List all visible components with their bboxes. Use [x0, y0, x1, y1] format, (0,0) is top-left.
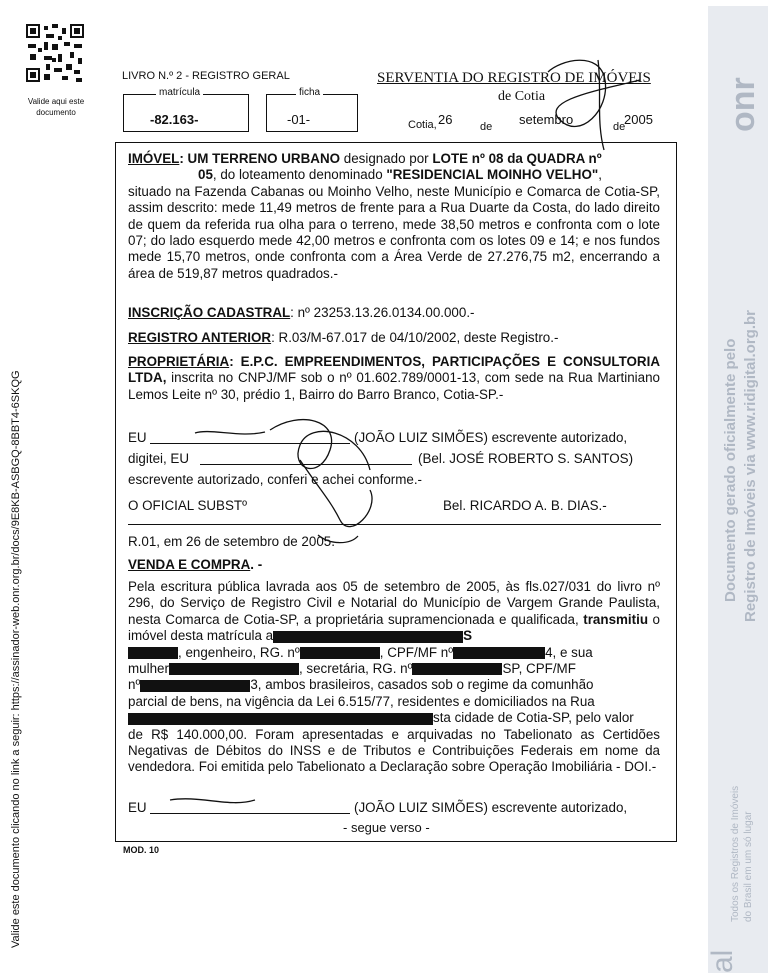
- onr-logo: onr: [724, 77, 762, 132]
- sign2-escrevente: (JOÃO LUIZ SIMÕES) escrevente autorizado,: [354, 800, 628, 815]
- serventia-title: SERVENTIA DO REGISTRO DE IMÓVEIS: [377, 70, 651, 86]
- sign1-conferi: escrevente autorizado, conferi e achei conforme.-: [128, 472, 423, 487]
- verification-link[interactable]: Valide este documento clicando no link a seguir: https://assinador-web.onr.org.br/docs/9E8KB-ASBGQ-8BBT4-6SKQG: [10, 370, 22, 948]
- r01-header: R.01, em 26 de setembro de 2005.-: [128, 534, 340, 549]
- date-month: setembro: [519, 112, 574, 127]
- imovel-label: IMÓVEL: [128, 151, 180, 166]
- livro-label: LIVRO N.º 2 - REGISTRO GERAL: [122, 70, 290, 82]
- sign1-digitei: digitei, EU: [128, 451, 190, 466]
- matricula-value: -82.163-: [150, 112, 199, 127]
- strip-footer-logo: al: [706, 949, 739, 973]
- date-year: 2005: [624, 112, 653, 127]
- inscricao-section: INSCRIÇÃO CADASTRAL: nº 23253.13.26.0134.00.000.-: [128, 305, 475, 320]
- sign1-bel: (Bel. JOSÉ ROBERTO S. SANTOS): [418, 451, 634, 466]
- strip-text-1: Documento gerado oficialmente pelo: [722, 338, 739, 602]
- sign1-eu: EU: [128, 430, 147, 445]
- strip-footer-1: Todos os Registros de Imóveis: [730, 785, 741, 922]
- proprietaria-section: PROPRIETÁRIA: E.P.C. EMPREENDIMENTOS, PARTICIPAÇÕES E CONSULTORIA LTDA, inscrita no CNPJ/MF sob o nº 01.602.789/0001-13, com sede na Rua Martiniano Lemos Leite nº 30, prédio 1, Bairro do Barro Branco, Cotia-SP.-: [128, 354, 660, 402]
- imovel-section: IMÓVEL: UM TERRENO URBANO designado por LOTE nº 08 da QUADRA nº 05, do loteamento denominado "RESIDENCIAL MOINHO VELHO", situado na Fazenda Cabanas ou Moinho Velho, neste Município e Comarca de Cotia-SP, assim descrito: mede 11,49 metros de frente para a Rua Duarte da Costa, do lado direito de quem da referida rua olha para o terreno, mede 38,50 metros e confronta com o lote 07; do lado esquerdo mede 42,00 metros e confronta com os lotes 09 e 14; e nos fundos mede 15,70 metros, onde confronta com a Área Verde de 27.276,75 m2, encerrando a área de 519,87 metros quadrados.-: [128, 151, 660, 281]
- strip-footer-2: do Brasil em um só lugar: [743, 811, 754, 922]
- r01-title: VENDA E COMPRA: [128, 557, 251, 572]
- strip-text-2: Registro de Imóveis via www.ridigital.org.br: [742, 309, 759, 622]
- serventia-city: de Cotia: [498, 89, 546, 104]
- date-city: Cotia,: [408, 119, 437, 131]
- r01-title-wrap: VENDA E COMPRA. -: [128, 557, 263, 572]
- registro-anterior-section: REGISTRO ANTERIOR: R.03/M-67.017 de 04/10/2002, deste Registro.-: [128, 330, 559, 345]
- sign1-escrevente: (JOÃO LUIZ SIMÕES) escrevente autorizado,: [354, 430, 628, 445]
- date-de1: de: [480, 121, 493, 133]
- oficial-label: O OFICIAL SUBSTº: [128, 498, 247, 513]
- date-day: 26: [438, 112, 453, 127]
- ficha-label: ficha: [296, 87, 323, 98]
- date-de2: de: [613, 121, 626, 133]
- ficha-value: -01-: [287, 112, 311, 127]
- matricula-label: matrícula: [156, 87, 203, 98]
- imovel-description: situado na Fazenda Cabanas ou Moinho Velho, neste Município e Comarca de Cotia-SP, assim descrito: mede 11,49 metros de frente para a Rua Duarte da Costa, do lado direito de quem da referida rua olha para o terreno, mede 38,50 metros e confronta com o lote 07; do lado esquerdo mede 42,00 metros e confronta com os lotes 09 e 14; e nos fundos mede 15,70 metros, onde confronta com a Área Verde de 27.276,75 m2, encerrando a área de 519,87 metros quadrados.-: [128, 183, 660, 281]
- segue-verso: - segue verso -: [343, 820, 430, 835]
- mod-label: MOD. 10: [123, 845, 160, 855]
- oficial-name: Bel. RICARDO A. B. DIAS.-: [443, 498, 607, 513]
- sign2-eu: EU: [128, 800, 147, 815]
- qr-caption: Valide aqui este documento: [27, 97, 85, 117]
- r01-body: Pela escritura pública lavrada aos 05 de setembro de 2005, às fls.027/031 do livro nº 296, do Serviço de Registro Civil e Notarial do Município de Vargem Grande Paulista, nesta Comarca de Cotia-SP, a proprietária supramencionada e qualificada, transmitiu o imóvel desta matrícula a S , engenheiro, RG. nº , CPF/MF nº 4, e sua mulher , secretária, RG. nº SP, CPF/MF nº 3, ambos brasileiros, casados sob o regime da comunhão parcial de bens, na vigência da Lei 6.515/77, residentes e domiciliados na Rua sta cidade de Cotia-SP, pelo valor de R$ 140.000,00. Foram apresentadas e arquivadas no Tabelionato as Certidões Negativas de Débitos do INSS e de Tributos e Contribuições Federais em nome da vendedora. Foi emitida pelo Tabelionato a Declaração sobre Operação Imobiliária - DOI.-: [128, 579, 660, 775]
